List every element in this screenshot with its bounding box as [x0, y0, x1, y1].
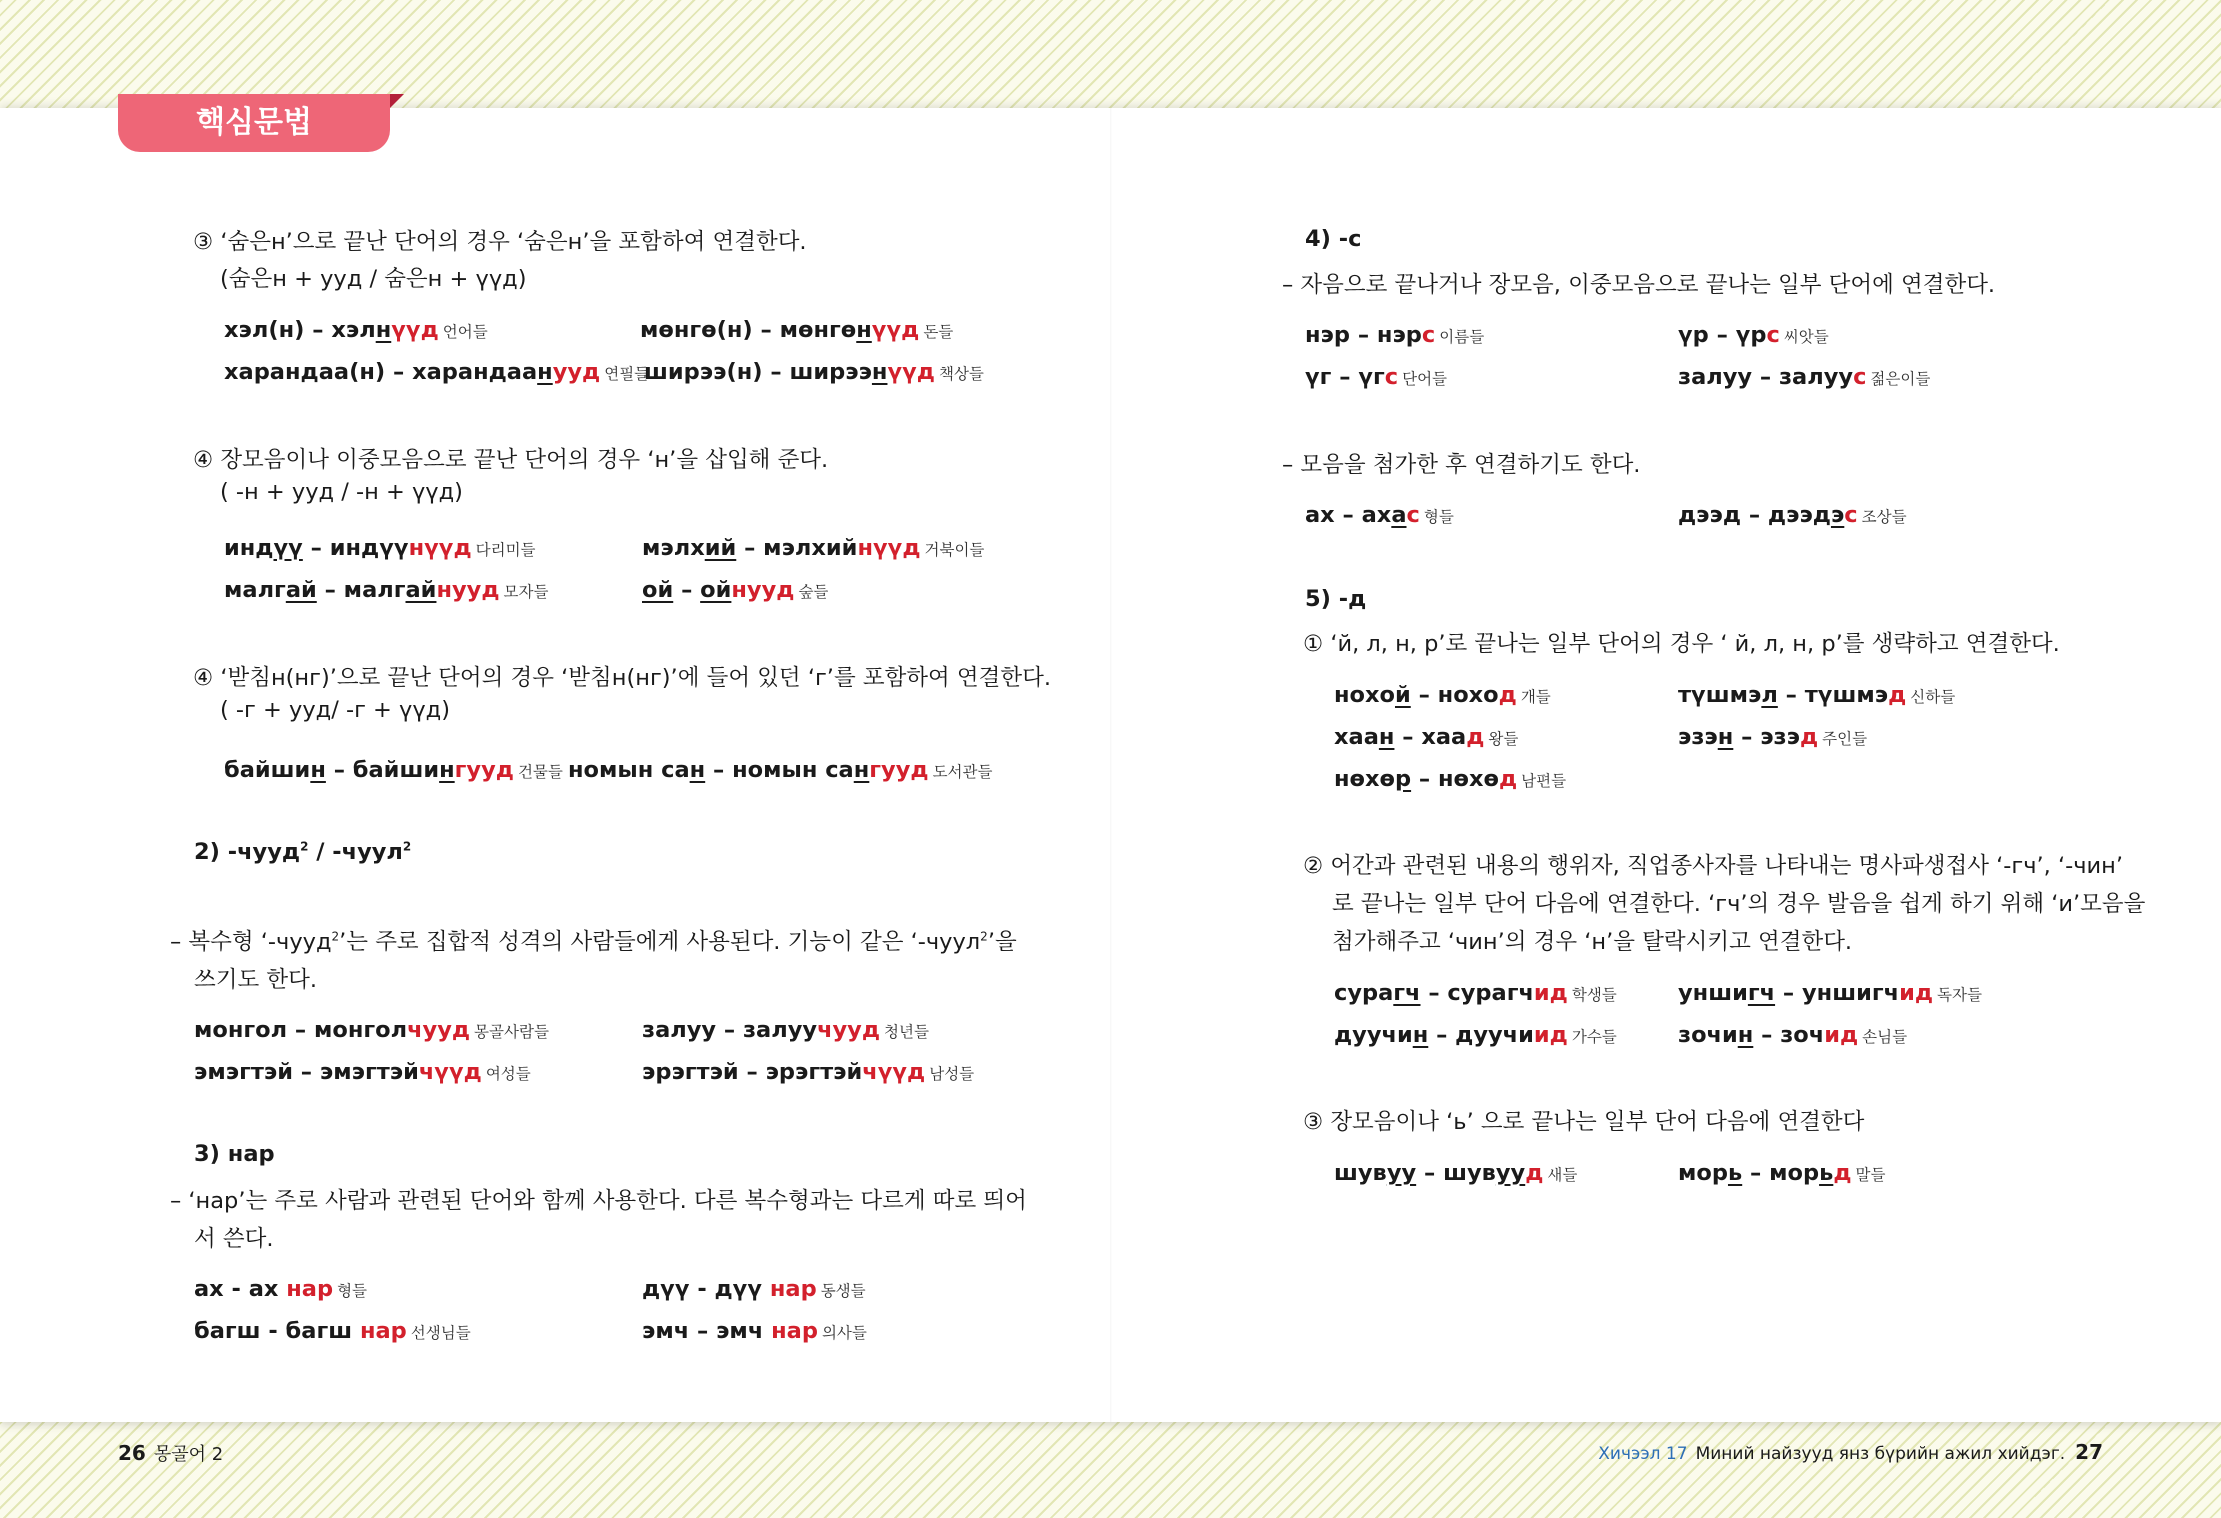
example-item: дуучин – дуучиид 가수들 [1334, 1022, 1617, 1048]
example-item: үг – үгс 단어들 [1305, 364, 1448, 390]
heading-chuud: 2) -чууд$^2$ / -чуул$^2$ [194, 839, 412, 865]
example-item: морь – морьд 말들 [1678, 1160, 1886, 1186]
example-item: мэлхий – мэлхийнүүд 거북이들 [642, 535, 985, 561]
example-item: сурагч – сурагчид 학생들 [1334, 980, 1617, 1006]
example-item: индүү – индүүнүүд 다리미들 [224, 535, 536, 561]
section-tab-label: 핵심문법 [196, 105, 312, 140]
lesson-title: Миний найзууд янз бүрийн ажил хийдэг. [1695, 1444, 2066, 1464]
example-item: залуу – залуус 젊은이들 [1678, 364, 1931, 390]
heading-d: 5) -д [1305, 586, 1367, 612]
example-item: нөхөр – нөхөд 남편들 [1334, 766, 1567, 792]
nar-description-cont: 서 쓴다. [194, 1226, 274, 1252]
d-rule-3: ③ 장모음이나 ‘ь’ 으로 끝나는 일부 단어 다음에 연결한다 [1303, 1109, 1865, 1135]
example-item: эрэгтэй – эрэгтэйчүүд 남성들 [642, 1059, 975, 1085]
chuud-description-cont: 쓰기도 한다. [194, 967, 317, 993]
section-tab [118, 94, 390, 152]
page-number-left: 26 [118, 1441, 146, 1465]
page-number-right: 27 [2075, 1440, 2103, 1464]
example-item: эмч – эмч нар 의사들 [642, 1318, 867, 1344]
example-item: ширээ(н) – ширээнүүд 책상들 [644, 359, 984, 385]
example-item: багш - багш нар 선생님들 [194, 1318, 471, 1344]
d-rule-1: ① ‘й, л, н, р’로 끝나는 일부 단어의 경우 ‘ й, л, н, р’를 생략하고 연결한다. [1303, 631, 2060, 657]
example-item: нохой – ноход 개들 [1334, 682, 1551, 708]
example-item: эзэн – эзэд 주인들 [1678, 724, 1868, 750]
s-description: – 자음으로 끝나거나 장모음, 이중모음으로 끝나는 일부 단어에 연결한다. [1282, 272, 1996, 298]
final-ng-rule: ④ ‘받침н(нг)’으로 끝난 단어의 경우 ‘받침н(нг)’에 들어 있던 ‘г’를 포함하여 연결한다. [193, 665, 1052, 691]
example-item: малгай – малгайнууд 모자들 [224, 577, 549, 603]
lesson-label: Хичээл 17 [1598, 1444, 1688, 1464]
example-item: дүү - дүү нар 동생들 [642, 1276, 866, 1302]
example-item: ах - ах нар 형들 [194, 1276, 368, 1302]
example-item: ой – ойнууд 숲들 [642, 577, 829, 603]
hidden-n-formula: (숨은н + ууд / 숨은н + үүд) [220, 266, 527, 292]
example-item: уншигч – уншигчид 독자들 [1678, 980, 1982, 1006]
example-item: мөнгө(н) – мөнгөнүүд 돈들 [640, 317, 954, 343]
example-item: зочин – зочид 손님들 [1678, 1022, 1908, 1048]
long-vowel-formula: ( -н + ууд / -н + үүд) [220, 479, 463, 505]
final-ng-formula: ( -г + ууд/ -г + үүд) [220, 697, 451, 723]
bottom-stripe-band [0, 1422, 2221, 1518]
example-item: хэл(н) – хэлнүүд 언어들 [224, 317, 488, 343]
left-footer [118, 1440, 223, 1466]
s-vowel-description: – 모음을 첨가한 후 연결하기도 한다. [1282, 452, 1641, 478]
example-item: эмэгтэй – эмэгтэйчүүд 여성들 [194, 1059, 531, 1085]
example-item: байшин – байшингууд 건물들 [224, 757, 563, 783]
example-item: түшмэл – түшмэд 신하들 [1678, 682, 1956, 708]
heading-s: 4) -с [1305, 226, 1362, 252]
nar-description: – ‘нар’는 주로 사람과 관련된 단어와 함께 사용한다. 다른 복수형과는 다르게 따로 띄어 [170, 1188, 1027, 1214]
example-item: ах – ахас 형들 [1305, 502, 1454, 528]
d-rule-2-cont: 로 끝나는 일부 단어 다음에 연결한다. ‘гч’의 경우 발음을 쉽게 하기 위해 ‘и’모음을 [1332, 891, 2146, 917]
long-vowel-rule: ④ 장모음이나 이중모음으로 끝난 단어의 경우 ‘н’을 삽입해 준다. [193, 447, 829, 473]
heading-nar: 3) нар [194, 1141, 275, 1167]
d-rule-2: ② 어간과 관련된 내용의 행위자, 직업종사자를 나타내는 명사파생접사 ‘-гч’, ‘-чин’ [1303, 853, 2124, 879]
example-item: хаан – хаад 왕들 [1334, 724, 1519, 750]
example-item: монгол – монголчууд 몽골사람들 [194, 1017, 549, 1043]
example-item: дээд – дээдэс 조상들 [1678, 502, 1907, 528]
d-rule-2-cont2: 첨가해주고 ‘чин’의 경우 ‘н’을 탈락시키고 연결한다. [1332, 929, 1853, 955]
book-title: 몽골어 2 [153, 1444, 224, 1465]
tab-fold [390, 94, 404, 108]
chuud-description: – 복수형 ‘-чууд$^2$’는 주로 집합적 성격의 사람들에게 사용된다. 기능이 같은 ‘-чуул$^2$’을 [170, 929, 1017, 955]
example-item: залуу – залуучууд 청년들 [642, 1017, 929, 1043]
example-item: номын сан – номын сангууд 도서관들 [568, 757, 993, 783]
page-spine [1110, 108, 1112, 1422]
example-item: харандаа(н) – харандаанууд 연필들 [224, 359, 650, 385]
example-item: үр – үрс 씨앗들 [1678, 322, 1829, 348]
top-stripe-band [0, 0, 2221, 108]
hidden-n-rule: ③ ‘숨은н’으로 끝난 단어의 경우 ‘숨은н’을 포함하여 연결한다. [193, 229, 807, 255]
right-footer [1598, 1440, 2103, 1464]
example-item: нэр – нэрс 이름들 [1305, 322, 1485, 348]
example-item: шувуу – шувууд 새들 [1334, 1160, 1578, 1186]
